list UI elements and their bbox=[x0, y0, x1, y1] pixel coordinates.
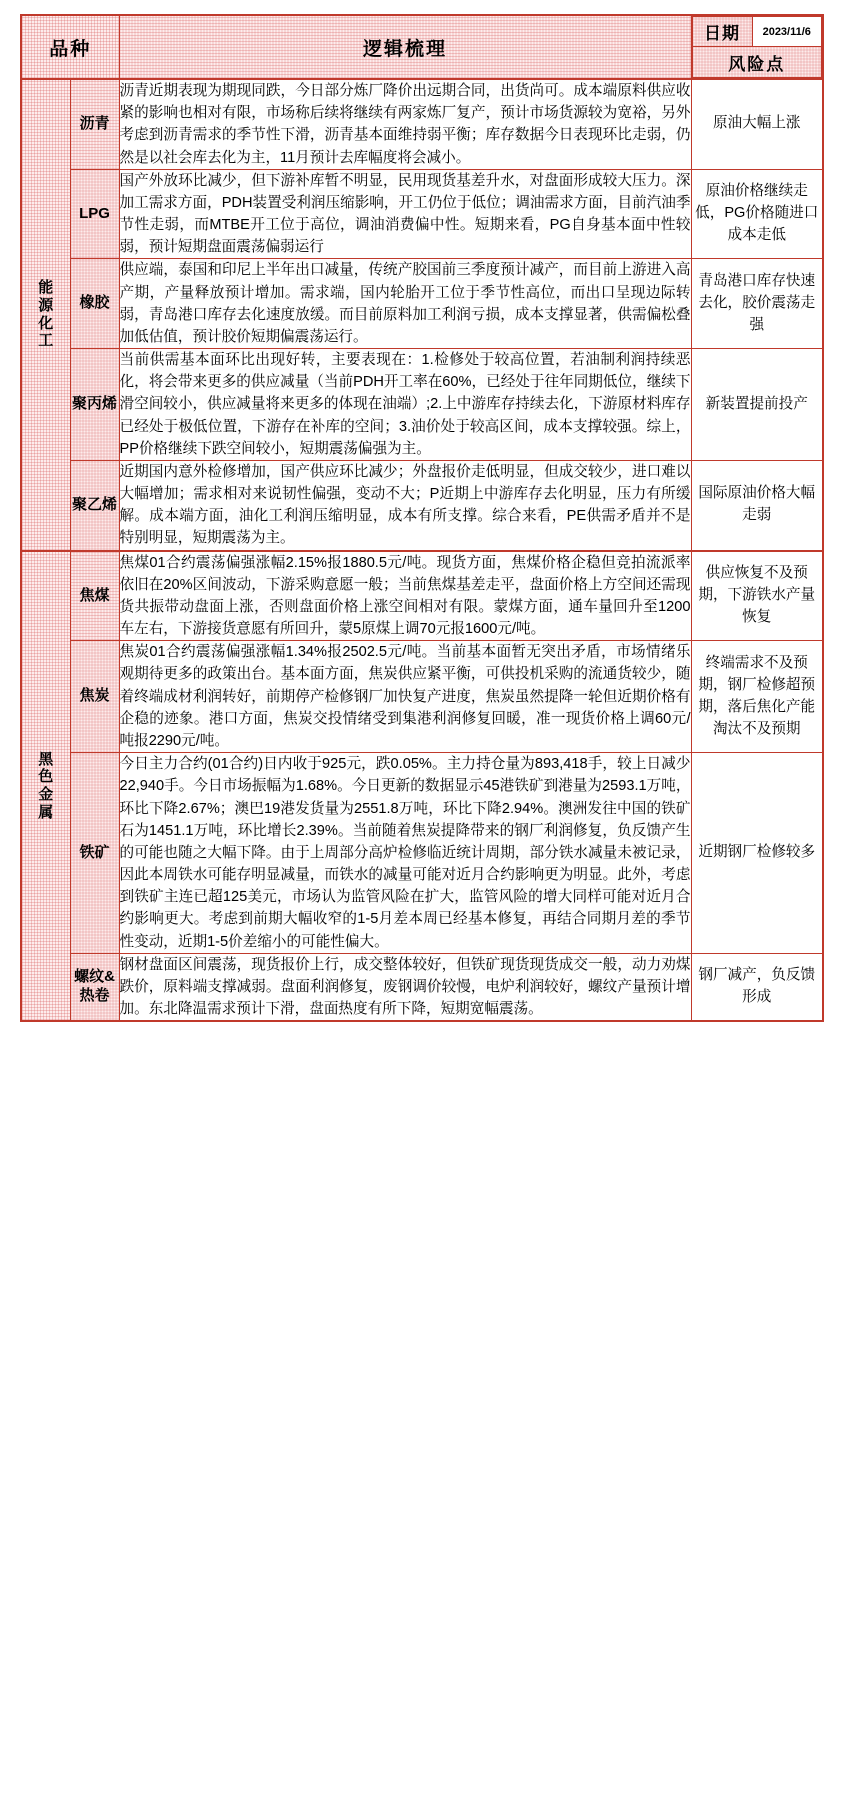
logic-cell: 钢材盘面区间震荡，现货报价上行，成交整体较好，但铁矿现货现货成交一般，动力劝煤跌价，原料端支撑减弱。盘面利润修复，废钢调价较慢，电炉利润较好，螺纹产量预计增加。东北降温需求预计下滑，盘面热度有所下降，短期宽幅震荡。 bbox=[119, 953, 691, 1021]
risk-cell: 终端需求不及预期，钢厂检修超预期，落后焦化产能淘汰不及预期 bbox=[691, 641, 823, 753]
variety-cell: 聚乙烯 bbox=[70, 460, 119, 550]
header-logic: 逻辑梳理 bbox=[119, 15, 691, 79]
logic-cell: 供应端，泰国和印尼上半年出口减量，传统产胶国前三季度预计减产，而目前上游进入高产期，产量释放预计增加。需求端，国内轮胎开工位于季节性高位，而出口呈现边际转弱，青岛港口库存去化速度放缓。而目前原料加工利润亏损，成本支撑显著，供需偏松叠加低估值，预计胶价短期偏震荡运行。 bbox=[119, 259, 691, 349]
risk-cell: 钢厂减产，负反馈形成 bbox=[691, 953, 823, 1021]
category-label: 黑色金属 bbox=[38, 750, 54, 821]
variety-cell: 焦煤 bbox=[70, 551, 119, 641]
header-risk-label: 风险点 bbox=[692, 47, 822, 78]
logic-cell: 焦煤01合约震荡偏强涨幅2.15%报1880.5元/吨。现货方面，焦煤价格企稳但竞拍流派率依旧在20%区间波动，下游采购意愿一般；当前焦煤基差走平，盘面价格上方空间还需现货共振带动盘面上涨，否则盘面价格上涨空间相对有限。蒙煤方面，通车量回升至1200车左右，下游接货意愿有所回升，蒙5原煤上调70元报1600元/吨。 bbox=[119, 551, 691, 641]
variety-cell: 铁矿 bbox=[70, 753, 119, 954]
risk-cell: 新装置提前投产 bbox=[691, 349, 823, 461]
category-cell bbox=[21, 551, 70, 1022]
table-row bbox=[21, 953, 823, 1021]
table-body bbox=[21, 79, 823, 1021]
logic-cell: 国产外放环比减少，但下游补库暂不明显，民用现货基差升水，对盘面形成较大压力。深加工需求方面，PDH装置受利润压缩影响，开工仍位于低位；调油需求方面，目前汽油季节性走弱，而MTBE开工位于高位，调油消费偏中性。短期来看，PG自身基本面中性较弱，预计短期盘面震荡偏弱运行 bbox=[119, 169, 691, 259]
logic-cell: 当前供需基本面环比出现好转，主要表现在：1.检修处于较高位置，若油制利润持续恶化，将会带来更多的供应减量（当前PDH开工率在60%，已经处于往年同期低位，继续下滑空间较小，供应减量将来更多的体现在油端）;2.上中游库存持续去化，下游原材料库存已经处于极低位置，下游存在补库的空间；3.油价处于较高区间，成本支撑较强。综上，PP价格继续下跌空间较小，短期震荡偏强为主。 bbox=[119, 349, 691, 461]
header-date-value: 2023/11/6 bbox=[752, 17, 822, 47]
variety-cell: 聚丙烯 bbox=[70, 349, 119, 461]
category-cell bbox=[21, 79, 70, 551]
table-row bbox=[21, 169, 823, 259]
table-header bbox=[21, 15, 823, 79]
logic-cell: 今日主力合约(01合约)日内收于925元，跌0.05%。主力持仓量为893,418手，较上日减少22,940手。今日市场振幅为1.68%。今日更新的数据显示45港铁矿到港量为2593.1万吨，环比下降2.67%；澳巴19港发货量为2551.8万吨，环比下降2.94%。澳洲发往中国的铁矿石为1451.1万吨，环比增长2.39%。当前随着焦炭提降带来的钢厂利润修复，负反馈产生的可能也随之大幅下降。由于上周部分高炉检修临近统计周期，部分铁水减量未被记录，因此本周铁水可能存明显减量，而铁水的减量可能对近月合约影响更为明显。此外，考虑到铁矿主连已超125美元，市场认为监管风险在扩大，监管风险的增大同样可能对近月合约影响更大。考虑到前期大幅收窄的1-5月差本周已经基本修复，再结合同期月差的季节性变动，近期1-5价差缩小的可能性偏大。 bbox=[119, 753, 691, 954]
table-row bbox=[21, 460, 823, 550]
risk-cell: 国际原油价格大幅走弱 bbox=[691, 460, 823, 550]
header-date-label: 日期 bbox=[692, 17, 752, 47]
commodity-logic-table bbox=[20, 14, 824, 1022]
category-label: 能源化工 bbox=[38, 279, 54, 350]
risk-cell: 青岛港口库存快速去化，胶价震荡走强 bbox=[691, 259, 823, 349]
logic-cell: 沥青近期表现为期现同跌，今日部分炼厂降价出远期合同，出货尚可。成本端原料供应收紧的影响也相对有限，市场称后续将继续有两家炼厂复产，预计市场货源较为宽裕，另外考虑到沥青需求的季节性下滑，沥青基本面维持弱平衡；库存数据今日表现环比走弱，仍然是以社会库去化为主，11月预计去库幅度将会减小。 bbox=[119, 79, 691, 169]
risk-cell: 原油价格继续走低，PG价格随进口成本走低 bbox=[691, 169, 823, 259]
risk-cell: 原油大幅上涨 bbox=[691, 79, 823, 169]
table-row bbox=[21, 551, 823, 641]
variety-cell: 橡胶 bbox=[70, 259, 119, 349]
logic-cell: 近期国内意外检修增加，国产供应环比减少；外盘报价走低明显，但成交较少，进口难以大幅增加；需求相对来说韧性偏强，变动不大；P近期上中游库存去化明显，压力有所缓解。成本端方面，油化工利润压缩明显，成本有所支撑。综合来看，PE供需矛盾并不是特别明显，短期震荡为主。 bbox=[119, 460, 691, 550]
table-row bbox=[21, 259, 823, 349]
table-row bbox=[21, 641, 823, 753]
variety-cell: 螺纹&热卷 bbox=[70, 953, 119, 1021]
header-date-risk bbox=[691, 15, 823, 79]
variety-cell: 焦炭 bbox=[70, 641, 119, 753]
risk-cell: 近期钢厂检修较多 bbox=[691, 753, 823, 954]
table-row bbox=[21, 349, 823, 461]
logic-cell: 焦炭01合约震荡偏强涨幅1.34%报2502.5元/吨。当前基本面暂无突出矛盾，市场情绪乐观期待更多的政策出台。基本面方面，焦炭供应紧平衡，可供投机采购的流通货较少，随着终端成材利润转好，前期停产检修钢厂加快复产进度，焦炭虽然提降一轮但近期价格有企稳的迹象。港口方面，焦炭交投情绪受到集港利润修复回暖，准一现货价格上调60元/吨报2290元/吨。 bbox=[119, 641, 691, 753]
table-row bbox=[21, 753, 823, 954]
risk-cell: 供应恢复不及预期，下游铁水产量恢复 bbox=[691, 551, 823, 641]
variety-cell: LPG bbox=[70, 169, 119, 259]
header-variety: 品种 bbox=[21, 15, 119, 79]
header-row bbox=[21, 15, 823, 79]
variety-cell: 沥青 bbox=[70, 79, 119, 169]
table-row bbox=[21, 79, 823, 169]
